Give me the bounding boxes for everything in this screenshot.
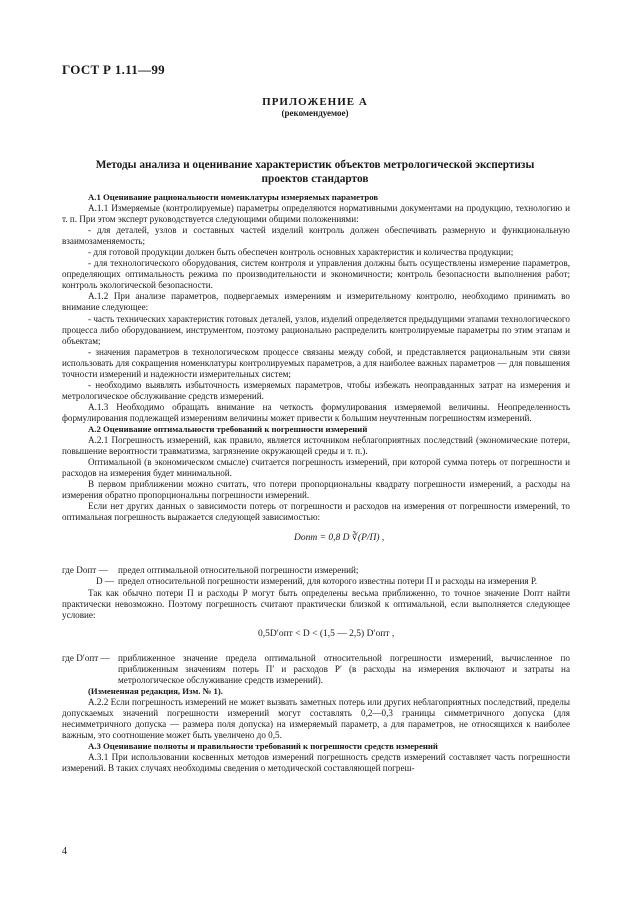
formula-expression: 0,5D′опт < D < (1,5 — 2,5) D′опт , bbox=[258, 628, 395, 639]
paragraph: А.1.2 При анализе параметров, подвергаемых измерениям и измерительному контролю, необходимо принимать во внимание следующее: bbox=[62, 291, 570, 313]
definition-text: предел относительной погрешности измерений, для которого известны потери П и расходы на измерения Р. bbox=[118, 576, 538, 587]
paragraph: В первом приближении можно считать, что потери пропорциональны квадрату погрешности измерений, а расходы на измерения обратно пропорциональны погрешности измерений. bbox=[62, 479, 570, 501]
formula-optimal-error bbox=[62, 527, 570, 559]
amendment-note: (Измененная редакция, Изм. № 1). bbox=[88, 685, 223, 696]
paragraph: А.2.1 Погрешность измерений, как правило, является источником неблагоприятных последствий (экономические потери, повышение вероятности травматизма, загрязнение окружающей среды и т. п.). bbox=[62, 435, 570, 457]
list-item: - для деталей, узлов и составных частей изделий контроль должен обеспечивать размерную и функциональную взаимозаменяемость; bbox=[62, 225, 570, 247]
list-item: - необходимо выявлять избыточность измеряемых параметров, чтобы избежать неоправданных затрат на измерения и метрологическое обслуживание средств измерений. bbox=[62, 379, 570, 401]
paragraph: А.1.3 Необходимо обращать внимание на четкость формулирования измеряемой величины. Неопределенность формулирования подлежащей измерениям величины может привести к большим неучтенным погрешностям измерений. bbox=[62, 401, 570, 423]
paragraph: Если нет других данных о зависимости потерь от погрешности и расходов на измерения от погрешности измерений, то оптимальная погрешность выражается следующей зависимостью: bbox=[62, 501, 570, 523]
definition-row bbox=[62, 565, 570, 576]
definition-row bbox=[62, 653, 570, 686]
list-item: - значения параметров в технологическом процессе связаны между собой, и представляется рациональным эти связи использовать для сокращения номенклатуры контролируемых параметров, а для наиболее важных параметров — для повышения точности измерений и надежности измерительных систем; bbox=[62, 346, 570, 379]
list-item: - для готовой продукции должен быть обеспечен контроль основных характеристик и количества продукции; bbox=[88, 247, 514, 258]
formula-condition bbox=[62, 625, 570, 647]
list-item: - часть технических характеристик готовых деталей, узлов, изделий определяется предыдущими этапами технологического процесса либо оборудованием, инструментом, поэтому рационально распределить контролируемые параметры по этим этапам и объектам; bbox=[62, 313, 570, 346]
page-number: 4 bbox=[62, 846, 67, 857]
paragraph: А.3.1 При использовании косвенных методов измерений погрешность средств измерений составляет часть погрешности измерений. В таких случаях необходимы сведения о методической составляющей погреш- bbox=[62, 752, 570, 774]
definition-text: предел оптимальной относительной погрешности измерений; bbox=[118, 565, 359, 576]
definition-symbol: D — bbox=[96, 576, 114, 587]
formula-expression: Dопт = 0,8 D ∛(P/П) , bbox=[294, 533, 385, 544]
section-heading: А.2 Оценивание оптимальности требований к погрешности измерений bbox=[88, 423, 368, 434]
main-title: Методы анализа и оценивание характеристик объектов метрологической экспертизы проектов стандартов bbox=[95, 159, 535, 185]
definition-text: приближенное значение предела оптимальной относительной погрешности измерений, вычисленное по приближенным значениям потерь П′ и расходов Р′ (в расходы на измерения включают и затраты на метрологическое обслуживание средств измерений). bbox=[118, 652, 570, 685]
appendix-title: ПРИЛОЖЕНИЕ А bbox=[262, 96, 368, 108]
section-heading: А.1 Оценивание рациональности номенклатуры измеряемых параметров bbox=[88, 192, 379, 202]
body-text bbox=[62, 192, 570, 774]
definition-symbol: где D′опт — bbox=[62, 652, 110, 663]
list-item: - для технологического оборудования, систем контроля и управления должны быть осуществлены измерение параметров, определяющих оптимальность режима по производительности и экономичности; контроль безопасности выполнения работ; контроль экологической безопасности. bbox=[62, 258, 570, 291]
paragraph: Так как обычно потери П и расходы Р могут быть определены весьма приближенно, то точное значение Dопт найти практически невозможно. Поэтому погрешность считают практически близкой к оптимальной, если выполняется следующее условие: bbox=[62, 587, 570, 620]
definition-symbol: где Dопт — bbox=[62, 565, 108, 576]
section-heading: А.3 Оценивание полноты и правильности требований к погрешности средств измерений bbox=[88, 741, 438, 752]
appendix-subtitle: (рекомендуемое) bbox=[281, 108, 349, 118]
standard-header: ГОСТ Р 1.11—99 bbox=[62, 62, 165, 77]
paragraph: Оптимальной (в экономическом смысле) считается погрешность измерений, при которой сумма потерь от погрешности и расходов на измерения будет минимальной. bbox=[62, 457, 570, 479]
paragraph: А.2.2 Если погрешность измерений не может вызвать заметных потерь или других неблагоприятных последствий, пределы допускаемых значений погрешности измерений могут составлять 0,2—0,3 границы симметричного допуска (для несимметричного допуска — размера поля допуска) на измеряемый параметр, а для параметров, не относящихся к наиболее важным, это соотношение может быть увеличено до 0,5. bbox=[62, 696, 570, 740]
definition-row bbox=[62, 576, 570, 587]
paragraph: А.1.1 Измеряемые (контролируемые) параметры определяются нормативными документами на продукцию, технологию и т. п. При этом эксперт руководствуется следующими общими положениями: bbox=[62, 203, 570, 225]
